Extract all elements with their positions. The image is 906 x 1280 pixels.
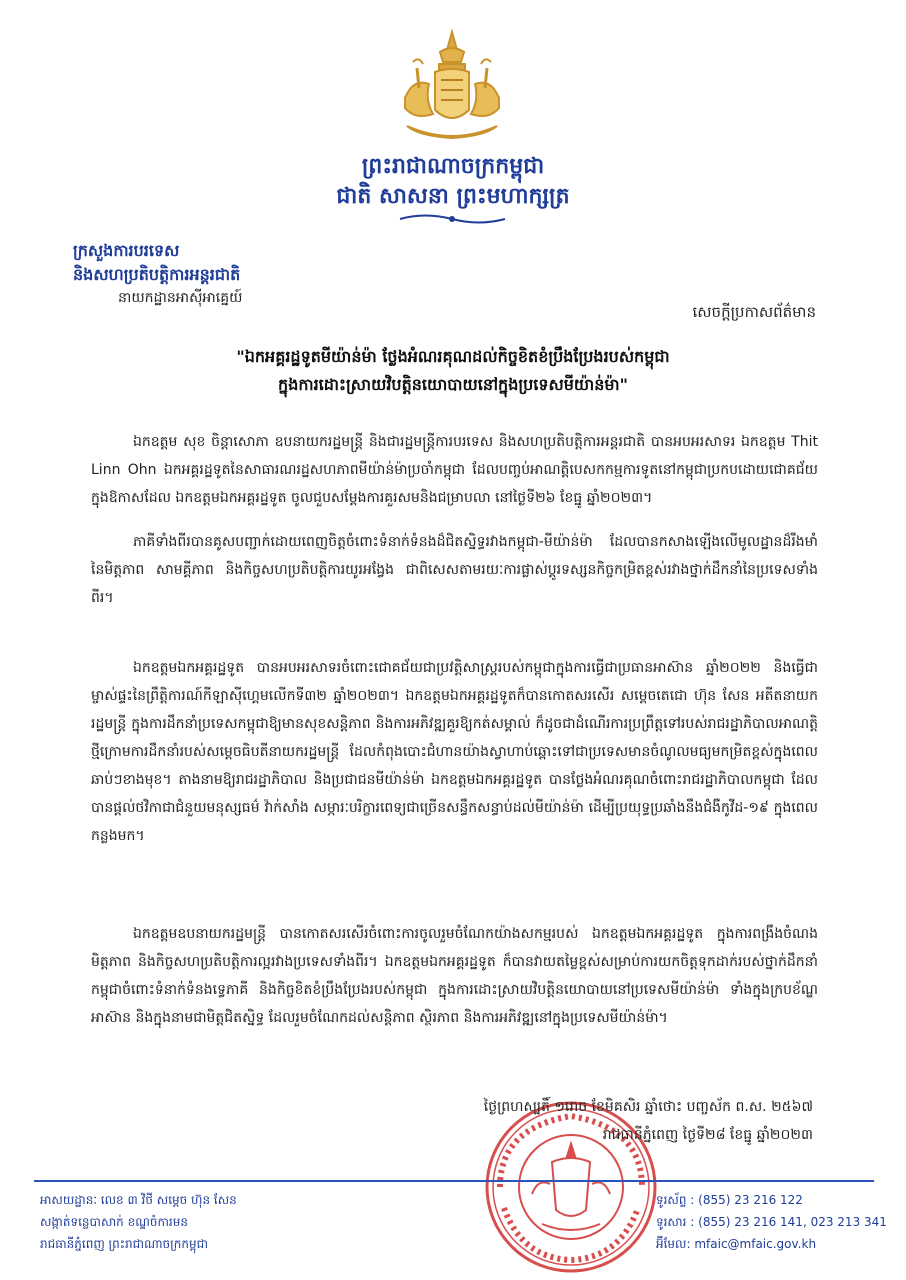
document-title-line2: ក្នុងការដោះស្រាយវិបត្តិនយោបាយនៅក្នុងប្រទេសមីយ៉ាន់ម៉ា" bbox=[278, 375, 628, 394]
footer-email bbox=[656, 1236, 816, 1254]
footer-address-line3: រាជធានីភ្នំពេញ ព្រះរាជាណាចក្រកម្ពុជា bbox=[40, 1237, 208, 1251]
ministry-name-line2: និងសហប្រតិបត្តិការអន្តរជាតិ bbox=[73, 265, 241, 284]
royal-coat-of-arms-icon bbox=[395, 28, 510, 146]
fax-number: (855) 23 216 141, 023 213 341 bbox=[698, 1215, 887, 1229]
body-paragraph-4: ឯកឧត្តមឧបនាយករដ្ឋមន្ត្រី បានកោតសរសើរចំពោះការចូលរួមចំណែកយ៉ាងសកម្មរបស់ ឯកឧត្តមឯកអគ្គរដ្ឋទូត ក្នុងការពង្រឹងចំណងមិត្តភាព និងកិច្ចសហប្រតិបត្តិការល្អរវាងប្រទេសទាំងពីរ។ ឯកឧត្តមឯកអគ្គរដ្ឋទូត ក៏បានវាយតម្លៃខ្ពស់សម្រាប់ការយកចិត្តទុកដាក់របស់ថ្នាក់ដឹកនាំកម្ពុជាចំពោះទំនាក់ទំនងទ្វេភាគី និងកិច្ចខិតខំប្រឹងប្រែងរបស់កម្ពុជា ក្នុងការដោះស្រាយវិបត្តិនយោបាយនៅប្រទេសមីយ៉ាន់ម៉ា ទាំងក្នុងក្របខ័ណ្ឌអាស៊ាន និងក្នុងនាមជាមិត្តជិតស្និទ្ធ ដែលរួមចំណែកដល់សន្តិភាព ស្ថិរភាព និងការអភិវឌ្ឍនៅក្នុងប្រទេសមីយ៉ាន់ម៉ា។ bbox=[91, 926, 818, 1026]
footer-address-line2: សង្កាត់ទន្លេបាសាក់ ខណ្ឌចំការមន bbox=[40, 1215, 188, 1229]
email-address[interactable]: mfaic@mfaic.gov.kh bbox=[694, 1237, 817, 1251]
ornament-divider-icon bbox=[395, 212, 510, 226]
body-paragraph-3: ឯកឧត្តមឯកអគ្គរដ្ឋទូត បានអបអរសាទរចំពោះជោគជ័យជាប្រវត្តិសាស្ត្ររបស់កម្ពុជាក្នុងការធ្វើជាប្រធានអាស៊ាន ឆ្នាំ២០២២ និងធ្វើជាម្ចាស់ផ្ទះនៃព្រឹត្តិការណ៍កីឡាស៊ីហ្គេមលើកទី៣២ ឆ្នាំ២០២៣។ ឯកឧត្តមឯកអគ្គរដ្ឋទូតក៏បានកោតសរសើរ សម្តេចតេជោ ហ៊ុន សែន អតីតនាយករដ្ឋមន្ត្រី ក្នុងការដឹកនាំប្រទេសកម្ពុជាឱ្យមានសុខសន្តិភាព និងការអភិវឌ្ឍគួរឱ្យកត់សម្គាល់ ក៏ដូចជាដំណើរការប្រព្រឹត្តទៅរបស់រាជរដ្ឋាភិបាលអាណត្តិថ្មីក្រោមការដឹកនាំរបស់សម្តេចធិបតីនាយករដ្ឋមន្ត្រី ដែលកំពុងបោះជំហានយ៉ាងស្វាហាប់ឆ្ពោះទៅជាប្រទេសមានចំណូលមធ្យមកម្រិតខ្ពស់ក្នុងពេលឆាប់ៗខាងមុខ។ តាងនាមឱ្យរាជរដ្ឋាភិបាល និងប្រជាជនមីយ៉ាន់ម៉ា ឯកឧត្តមឯកអគ្គរដ្ឋទូត បានថ្លែងអំណរគុណចំពោះរាជរដ្ឋាភិបាលកម្ពុជា ដែលបានផ្តល់ថវិកាជាជំនួយមនុស្សធម៌ វ៉ាក់សាំង សម្ភារៈបរិក្ខារពេទ្យជាច្រើនសន្ធឹកសន្ធាប់ដល់មីយ៉ាន់ម៉ា ដើម្បីប្រយុទ្ធប្រឆាំងនឹងជំងឺកូវីដ-១៩ ក្នុងពេលកន្លងមក។ bbox=[91, 660, 818, 844]
body-paragraph-2: ភាគីទាំងពីរបានគូសបញ្ជាក់ដោយពេញចិត្តចំពោះទំនាក់ទំនងដ៏ជិតស្និទ្ធរវាងកម្ពុជា-មីយ៉ាន់ម៉ា ដែលបានកសាងឡើងលើមូលដ្ឋានដ៏រឹងមាំនៃមិត្តភាព សាមគ្គីភាព និងកិច្ចសហប្រតិបត្តិការយូរអង្វែង ជាពិសេសតាមរយៈការផ្លាស់ប្តូរទស្សនកិច្ចកម្រិតខ្ពស់រវាងថ្នាក់ដឹកនាំនៃប្រទេសទាំងពីរ។ bbox=[91, 534, 818, 606]
phone-label: ទូរស័ព្ទ : bbox=[656, 1193, 695, 1207]
phone-number: (855) 23 216 122 bbox=[698, 1193, 803, 1207]
email-label: អ៊ីមែល: bbox=[656, 1237, 691, 1251]
document-title-line1: "ឯកអគ្គរដ្ឋទូតមីយ៉ាន់ម៉ា ថ្លែងអំណរគុណដល់កិច្ចខិតខំប្រឹងប្រែងរបស់កម្ពុជា bbox=[236, 347, 670, 366]
solar-date: រាជធានីភ្នំពេញ ថ្ងៃទី២៨ ខែធ្នូ ឆ្នាំ២០២៣ bbox=[602, 1127, 813, 1143]
department-name: នាយកដ្ឋានអាស៊ីអាគ្នេយ៍ bbox=[118, 290, 243, 306]
footer-divider bbox=[34, 1180, 874, 1182]
footer-fax bbox=[656, 1214, 887, 1232]
ministry-name-line1: ក្រសួងការបរទេស bbox=[73, 241, 180, 260]
body-paragraph-1: ឯកឧត្តម សុខ ចិន្តាសោភា ឧបនាយករដ្ឋមន្ត្រី និងជារដ្ឋមន្ត្រីការបរទេស និងសហប្រតិបត្តិការអន្តរជាតិ បានអបអរសាទរ ឯកឧត្តម Thit Linn Ohn ឯកអគ្គរដ្ឋទូតនៃសាធារណរដ្ឋសហភាពមីយ៉ាន់ម៉ាប្រចាំកម្ពុជា ដែលបញ្ចប់អាណត្តិបេសកកម្មការទូតនៅកម្ពុជាប្រកបដោយជោគជ័យ ក្នុងឱកាសដែល ឯកឧត្តមឯកអគ្គរដ្ឋទូត ចូលជួបសម្តែងការគួរសមនិងជម្រាបលា នៅថ្ងៃទី២៦ ខែធ្នូ ឆ្នាំ២០២៣។ bbox=[91, 434, 818, 506]
lunar-date: ថ្ងៃព្រហស្បតិ៍ ១រោច ខែមិគសិរ ឆ្នាំថោះ បញ្ចស័ក ព.ស. ២៥៦៧ bbox=[483, 1099, 813, 1115]
footer-address-line1: អាសយដ្ឋានៈ លេខ ៣ វិថី សម្តេច ហ៊ុន សែន bbox=[40, 1193, 237, 1207]
fax-label: ទូរសារ : bbox=[656, 1215, 695, 1229]
national-motto: ជាតិ សាសនា ព្រះមហាក្សត្រ bbox=[336, 184, 570, 209]
footer-phone bbox=[656, 1192, 803, 1210]
kingdom-name: ព្រះរាជាណាចក្រកម្ពុជា bbox=[361, 154, 545, 179]
document-type: សេចក្តីប្រកាសព័ត៌មាន bbox=[692, 303, 816, 321]
